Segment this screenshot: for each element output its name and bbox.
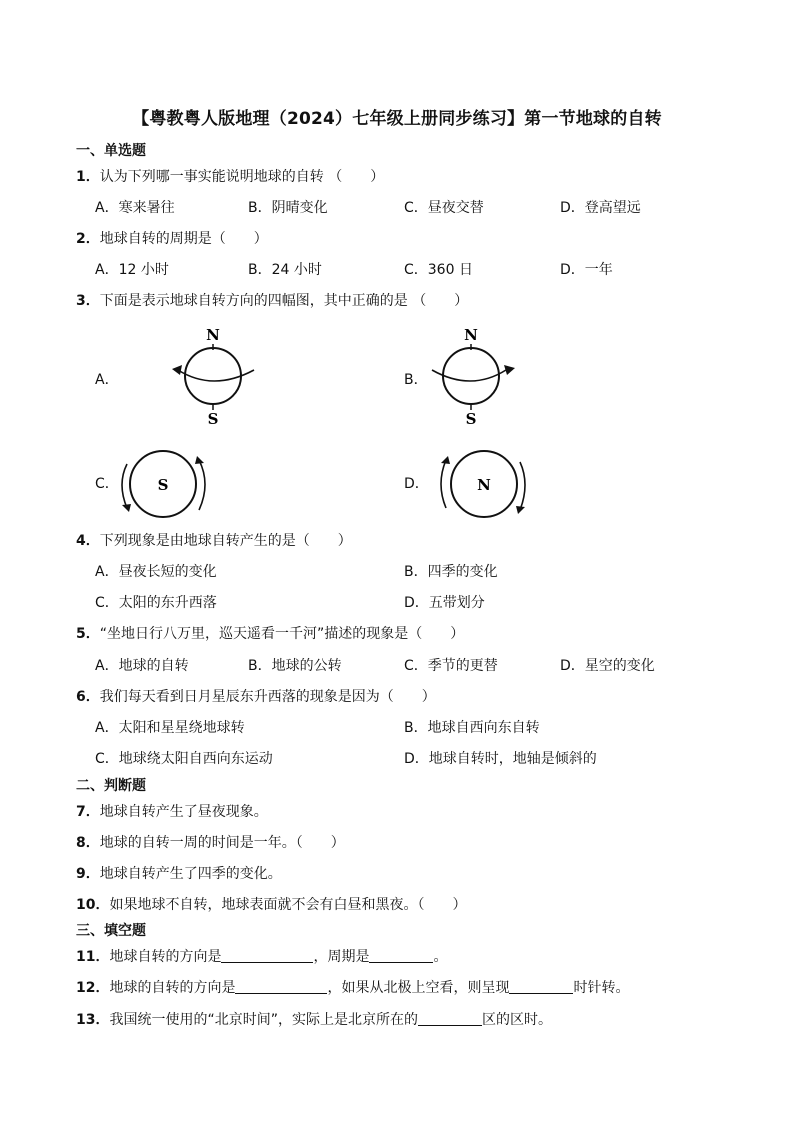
q1-option-a: A．寒来暑往: [95, 200, 175, 216]
question-number: 8．: [76, 835, 100, 851]
south-label: S: [465, 410, 477, 428]
q2-option-c: C．360 日: [404, 262, 473, 278]
question-3: [76, 290, 468, 310]
question-number: 3．: [76, 293, 100, 309]
question-text: 地球自转的方向是: [109, 949, 222, 965]
globe-diagram-b: [418, 322, 528, 432]
north-pole-label: N: [477, 476, 491, 494]
question-4: [76, 530, 352, 550]
question-number: 6．: [76, 689, 100, 705]
answer-blank[interactable]: [235, 979, 327, 994]
q3-option-c: C．: [95, 476, 119, 492]
question-2: [76, 228, 268, 248]
question-text: 下面是表示地球自转方向的四幅图，其中正确的是 （ ）: [99, 293, 469, 309]
question-number: 7．: [76, 804, 100, 820]
q5-option-c: C．季节的更替: [404, 658, 498, 674]
q6-option-d: D．地球自转时，地轴是倾斜的: [404, 751, 597, 767]
q6-option-b: B．地球自西向东自转: [404, 720, 540, 736]
q5-option-b: B．地球的公转: [248, 658, 342, 674]
worksheet-title: 【粤教粤人版地理（2024）七年级上册同步练习】第一节地球的自转: [132, 109, 662, 129]
question-number: 12．: [76, 980, 110, 996]
q6-option-c: C．地球绕太阳自西向东运动: [95, 751, 273, 767]
q3-option-d: D．: [404, 476, 429, 492]
question-8: [76, 832, 345, 852]
question-6: [76, 686, 436, 706]
section-heading-true-false: 二、判断题: [76, 778, 146, 794]
question-number: 2．: [76, 231, 100, 247]
q4-option-d: D．五带划分: [404, 595, 485, 611]
q1-option-d: D．登高望远: [560, 200, 641, 216]
answer-blank[interactable]: [418, 1011, 482, 1026]
question-number: 5．: [76, 626, 100, 642]
question-number: 9．: [76, 866, 100, 882]
answer-blank[interactable]: [221, 948, 313, 963]
north-label: N: [464, 326, 478, 344]
question-text: 如果地球不自转，地球表面就不会有白昼和黑夜。（ ）: [109, 897, 467, 913]
question-text: “坐地日行八万里，巡天遥看一千河”描述的现象是（ ）: [99, 626, 465, 642]
q4-option-b: B．四季的变化: [404, 564, 498, 580]
q4-option-c: C．太阳的东升西落: [95, 595, 217, 611]
south-pole-label: S: [157, 476, 169, 494]
section-heading-fill-blank: 三、填空题: [76, 923, 146, 939]
south-label: S: [207, 410, 219, 428]
question-number: 1．: [76, 169, 100, 185]
q2-option-d: D．一年: [560, 262, 613, 278]
q1-option-c: C．昼夜交替: [404, 200, 484, 216]
q6-option-a: A．太阳和星星绕地球转: [95, 720, 245, 736]
question-number: 13．: [76, 1012, 110, 1028]
q5-option-a: A．地球的自转: [95, 658, 189, 674]
question-5: [76, 623, 464, 643]
question-7: [76, 801, 268, 821]
question-text: ，如果从北极上空看，则呈现: [327, 980, 510, 996]
question-12: [76, 977, 629, 997]
question-text: ，周期是: [313, 949, 370, 965]
question-13: [76, 1009, 552, 1029]
answer-blank[interactable]: [369, 948, 433, 963]
globe-diagram-a: [160, 322, 270, 432]
question-text: 认为下列哪一事实能说明地球的自转 （ ）: [99, 169, 385, 185]
question-number: 10．: [76, 897, 110, 913]
answer-blank[interactable]: [509, 979, 573, 994]
q3-option-b: B．: [404, 372, 428, 388]
question-11: [76, 946, 447, 966]
question-text: 下列现象是由地球自转产生的是（ ）: [99, 533, 352, 549]
question-text: 地球自转产生了四季的变化。: [99, 866, 282, 882]
q5-option-d: D．星空的变化: [560, 658, 655, 674]
question-text: 区的区时。: [482, 1012, 552, 1028]
globe-diagram-c: [115, 448, 215, 520]
question-1: [76, 166, 384, 186]
section-heading-single-choice: 一、单选题: [76, 143, 146, 159]
question-text: 。: [433, 949, 448, 965]
question-text: 我们每天看到日月星辰东升西落的现象是因为（ ）: [99, 689, 436, 705]
q2-option-b: B．24 小时: [248, 262, 322, 278]
question-text: 地球的自转一周的时间是一年。（ ）: [99, 835, 345, 851]
question-text: 时针转。: [573, 980, 630, 996]
question-10: [76, 894, 466, 914]
question-text: 地球的自转的方向是: [109, 980, 236, 996]
q4-option-a: A．昼夜长短的变化: [95, 564, 217, 580]
question-number: 4．: [76, 533, 100, 549]
q1-option-b: B．阴晴变化: [248, 200, 328, 216]
question-9: [76, 863, 282, 883]
question-text: 我国统一使用的“北京时间”，实际上是北京所在的: [109, 1012, 418, 1028]
question-text: 地球自转产生了昼夜现象。: [99, 804, 268, 820]
north-label: N: [206, 326, 220, 344]
globe-diagram-d: [432, 448, 532, 520]
question-text: 地球自转的周期是（ ）: [99, 231, 268, 247]
q2-option-a: A．12 小时: [95, 262, 169, 278]
question-number: 11．: [76, 949, 110, 965]
q3-option-a: A．: [95, 372, 119, 388]
